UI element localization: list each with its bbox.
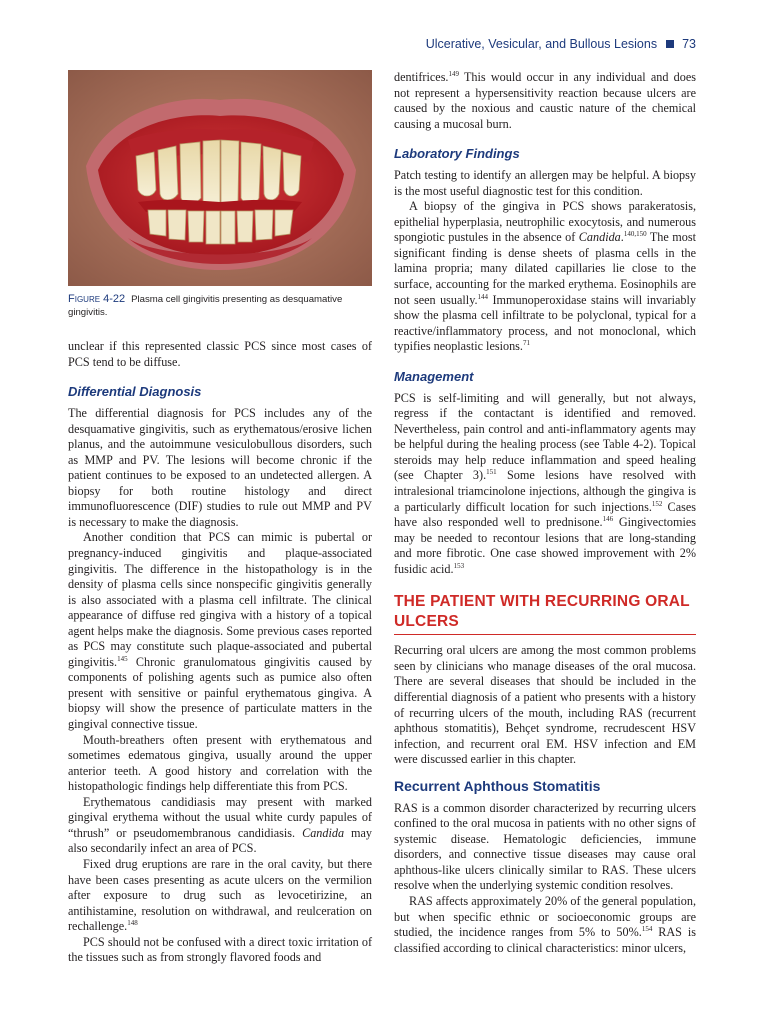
figure-caption xyxy=(68,293,372,319)
heading-management: Management xyxy=(394,368,474,384)
paragraph-ras-2: RAS affects approximately 20% of the general population, but when specific ethnic or socioeconomic groups are studied, the incidence ranges from 5% to 50%.$^{154}$ RAS is classified according to clinical characteristics: minor ulcers, xyxy=(394,893,696,955)
running-title: Ulcerative, Vesicular, and Bullous Lesions xyxy=(425,37,658,51)
paragraph-differential-2: Another condition that PCS can mimic is pubertal or pregnancy-induced gingivitis and plaque-associated gingivitis. The difference in the histopathology is in the density of plasma cells since nonspecific gingivitis generally is also associated with a plasma cell infiltrate. The clinical appearance of diffuse red gingiva with a history of a topical agent helps make the diagnosis. Some previous cases reported as PCS may constitute such plaque-associated and pubertal gingivitis.$^{145}$ Chronic granulomatous gingivitis caused by components of polishing agents such as pumice also often present with sensitive or painful erythematous gingiva. A biopsy will show the presence of particulate matters in the gingival connective tissue. xyxy=(68,530,372,732)
paragraph-ras-1: RAS is a common disorder characterized by recurring ulcers confined to the oral mucosa in patients with no other signs of systemic disease. Hematologic deficiencies, immune disorders, and connective tissue diseases may cause oral aphthous-like ulcers clinically similar to RAS. These ulcers resolve when the underlying systemic condition resolves. xyxy=(394,800,696,893)
paragraph-lab-1: Patch testing to identify an allergen may be helpful. A biopsy is the most useful diagnostic test for this condition. xyxy=(394,168,696,198)
square-bullet-icon xyxy=(666,40,674,48)
figure-photo-gingivitis xyxy=(68,70,372,286)
citation-ref: 140,150 xyxy=(623,230,647,239)
paragraph-differential-4: Erythematous candidiasis may present with marked gingival erythema without the usual white curdy papules of “thrush” or pseudomembranous candidiasis. Candida may also secondarily infect an area of PCS. xyxy=(68,794,373,856)
page-number: 73 xyxy=(682,37,696,51)
citation-ref: 71 xyxy=(522,339,530,348)
running-head xyxy=(380,37,696,51)
heading-differential-diagnosis: Differential Diagnosis xyxy=(68,384,202,400)
citation-ref: 152 xyxy=(651,499,663,508)
paragraph-differential-1: The differential diagnosis for PCS includes any of the desquamative gingivitis, such as erythematous/erosive lichen planus, and the autoimmune vesiculobullous disorders, such as MMP and PV. The lesions will become chronic if the patient continues to be exposed to an undetected allergen. A biopsy for both routine histology and direct immunofluorescence (DIF) studies to rule out MMP and PV is necessary to make the diagnosis. xyxy=(68,406,372,529)
paragraph-differential-3: Mouth-breathers often present with erythematous and sometimes edematous gingiva, usually around the upper anterior teeth. A good history and correlation with the histopathologic findings help differentiate this from PCS. xyxy=(68,732,372,794)
figure-label: Figure 4-22 xyxy=(68,293,126,305)
heading-laboratory-findings: Laboratory Findings xyxy=(394,146,520,162)
figure-caption-text: Plasma cell gingivitis presenting as desquamative gingivitis. xyxy=(68,294,343,318)
section-heading-recurring-oral-ulcers: THE PATIENT WITH RECURRING ORAL ULCERS xyxy=(394,592,696,635)
paragraph-differential-6: PCS should not be confused with a direct toxic irritation of the tissues such as from strongly flavored foods and xyxy=(68,934,372,965)
heading-recurrent-aphthous-stomatitis: Recurrent Aphthous Stomatitis xyxy=(394,777,601,794)
paragraph-lab-2: A biopsy of the gingiva in PCS shows parakeratosis, epithelial hyperplasia, neutrophilic exocytosis, and numerous spongiotic pustules in the absence of Candida.$^{140,150}$ The most significant finding is dense sheets of plasma cells in the lamina propria; many dilated capillaries lie close to the surface, accounting for the marked erythema. Eosinophils are not seen usually.$^{144}$ Immunoperoxidase stains will invariably show the plasma cell infiltrate to be polyclonal, typical for a reactive/inflammatory process, and not monoclonal, which typifies neoplastic lesions.$^{71}$ xyxy=(394,199,696,354)
left-column xyxy=(68,70,372,966)
citation-ref: 146 xyxy=(602,515,614,524)
paragraph-differential-5: Fixed drug eruptions are rare in the oral cavity, but there have been cases presenting as acute ulcers on the vermilion after exposure to drug such as levocetirizine, an antihistamine, resolution on withdrawal, and reulceration on rechallenge.$^{148}$ xyxy=(68,856,372,934)
citation-ref: 154 xyxy=(641,925,653,933)
citation-ref: 149 xyxy=(448,69,459,78)
paragraph-continued: dentifrices.$^{149}$ This would occur in any individual and does not represent a hypersensitivity reaction because ulcers are caused by the noxious and caustic nature of the chemical causing a mucosal burn. xyxy=(394,69,696,131)
right-column xyxy=(394,70,696,956)
paragraph-intro: unclear if this represented classic PCS since most cases of PCS tend to be diffuse. xyxy=(68,339,372,369)
paragraph-management: PCS is self-limiting and will generally, but not always, regress if the contactant is identified and removed. Nevertheless, pain control and anti-inflammatory agents may be helpful during the healing process (see Table 4-2). Topical steroids may help reduce inflammation and speed healing (see Chapter 3).$^{151}$ Some lesions have resolved with intralesional triamcinolone injections, although the gingiva is a particularly difficult location for such injections.$^{152}$ Cases have also responded well to prednisone.$^{146}$ Gingivectomies may be needed to recontour lesions that are long-standing and more fibrotic. One case showed improvement with 2% fusidic acid.$^{153}$ xyxy=(394,390,697,576)
citation-ref: 148 xyxy=(127,919,138,928)
citation-ref: 145 xyxy=(117,654,128,663)
citation-ref: 151 xyxy=(486,468,497,477)
citation-ref: 144 xyxy=(477,292,489,301)
citation-ref: 153 xyxy=(453,561,465,570)
paragraph-section-intro: Recurring oral ulcers are among the most common problems seen by clinicians who manage diseases of the oral mucosa. There are several diseases that should be included in the differential diagnosis of a patient who presents with a history of recurring ulcers of the mouth, including RAS (recurrent aphthous stomatitis), Behçet syndrome, recrudescent HSV infection, and recurrent oral EM. HSV infection and EM were discussed earlier in this chapter. xyxy=(394,643,696,767)
